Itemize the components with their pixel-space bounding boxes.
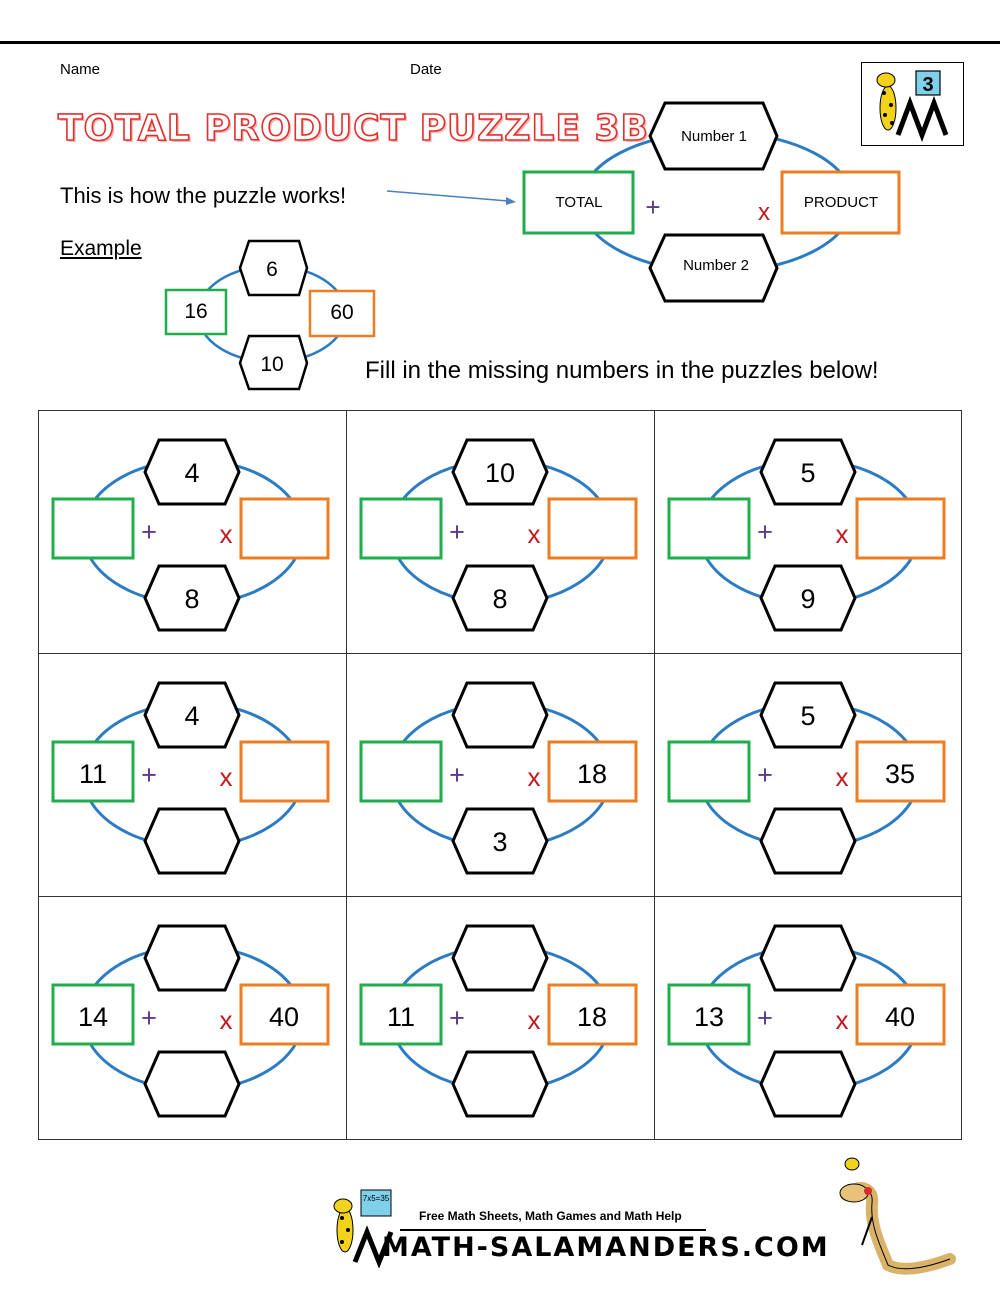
puzzle-3	[669, 440, 944, 630]
example-bottom-value: 10	[260, 353, 284, 376]
footer-rule	[400, 1229, 706, 1231]
puzzle-5	[361, 683, 636, 873]
number1-hex[interactable]	[761, 926, 855, 990]
product-value: 40	[268, 1002, 300, 1032]
product-box[interactable]	[857, 499, 944, 558]
intro-times-sign: x	[758, 199, 770, 226]
number2-value: 9	[800, 584, 816, 614]
number1-hex[interactable]	[453, 683, 547, 747]
number1-value: 5	[800, 458, 816, 488]
total-value: 11	[386, 1002, 416, 1032]
puzzle-7	[53, 926, 328, 1116]
footer-logo-card: 7x5=35	[362, 1194, 390, 1203]
puzzle-4	[53, 683, 328, 873]
product-value: 35	[884, 759, 916, 789]
product-value: 18	[576, 1002, 608, 1032]
times-sign: x	[835, 519, 849, 549]
name-label: Name	[60, 61, 101, 78]
number2-value: 8	[492, 584, 508, 614]
intro-total-label: TOTAL	[555, 194, 603, 211]
total-value: 14	[77, 1002, 109, 1032]
number1-value: 10	[484, 458, 516, 488]
number1-value: 5	[800, 701, 816, 731]
times-sign: x	[527, 762, 541, 792]
intro-number1-label: Number 1	[681, 128, 747, 145]
page-title: TOTAL PRODUCT PUZZLE 3B	[58, 108, 649, 149]
number1-hex[interactable]	[453, 926, 547, 990]
example-label: Example	[60, 237, 142, 260]
plus-sign: +	[757, 517, 773, 547]
instruction-text: Fill in the missing numbers in the puzzles below!	[365, 357, 879, 384]
number2-hex[interactable]	[453, 1052, 547, 1116]
times-sign: x	[527, 1005, 541, 1035]
times-sign: x	[835, 762, 849, 792]
total-box[interactable]	[669, 742, 749, 801]
intro-product-label: PRODUCT	[803, 194, 879, 211]
puzzle-9	[669, 926, 944, 1116]
plus-sign: +	[141, 1003, 157, 1033]
intro-number2-label: Number 2	[683, 257, 749, 274]
times-sign: x	[527, 519, 541, 549]
puzzle-6	[669, 683, 944, 873]
plus-sign: +	[757, 760, 773, 790]
total-box[interactable]	[361, 499, 441, 558]
number1-hex[interactable]	[145, 926, 239, 990]
total-box[interactable]	[669, 499, 749, 558]
footer-url: MATH-SALAMANDERS.COM	[382, 1232, 830, 1263]
salamander-mascot-icon	[828, 1155, 958, 1285]
plus-sign: +	[449, 1003, 465, 1033]
number2-hex[interactable]	[761, 809, 855, 873]
number2-value: 8	[184, 584, 200, 614]
product-box[interactable]	[241, 742, 328, 801]
plus-sign: +	[141, 760, 157, 790]
plus-sign: +	[449, 760, 465, 790]
plus-sign: +	[757, 1003, 773, 1033]
intro-plus-sign: +	[645, 192, 661, 222]
puzzle-8	[361, 926, 636, 1116]
grade-number: 3	[922, 74, 934, 96]
times-sign: x	[219, 1005, 233, 1035]
example-product-value: 60	[330, 301, 354, 324]
date-label: Date	[410, 61, 442, 78]
number1-value: 4	[184, 701, 200, 731]
product-value: 40	[884, 1002, 916, 1032]
puzzle-1	[53, 440, 328, 630]
example-total-value: 16	[184, 300, 208, 323]
plus-sign: +	[449, 517, 465, 547]
number2-hex[interactable]	[145, 1052, 239, 1116]
number2-hex[interactable]	[145, 809, 239, 873]
product-value: 18	[576, 759, 608, 789]
times-sign: x	[219, 519, 233, 549]
number1-value: 4	[184, 458, 200, 488]
product-box[interactable]	[549, 499, 636, 558]
number2-value: 3	[492, 827, 508, 857]
grid-border	[39, 411, 962, 1140]
total-box[interactable]	[361, 742, 441, 801]
example-top-value: 6	[266, 258, 278, 281]
times-sign: x	[219, 762, 233, 792]
total-value: 11	[78, 759, 108, 789]
plus-sign: +	[141, 517, 157, 547]
times-sign: x	[835, 1005, 849, 1035]
total-value: 13	[693, 1002, 725, 1032]
puzzle-2	[361, 440, 636, 630]
how-text: This is how the puzzle works!	[60, 183, 347, 208]
total-box[interactable]	[53, 499, 133, 558]
number2-hex[interactable]	[761, 1052, 855, 1116]
footer-tagline: Free Math Sheets, Math Games and Math Help	[419, 1209, 682, 1223]
product-box[interactable]	[241, 499, 328, 558]
